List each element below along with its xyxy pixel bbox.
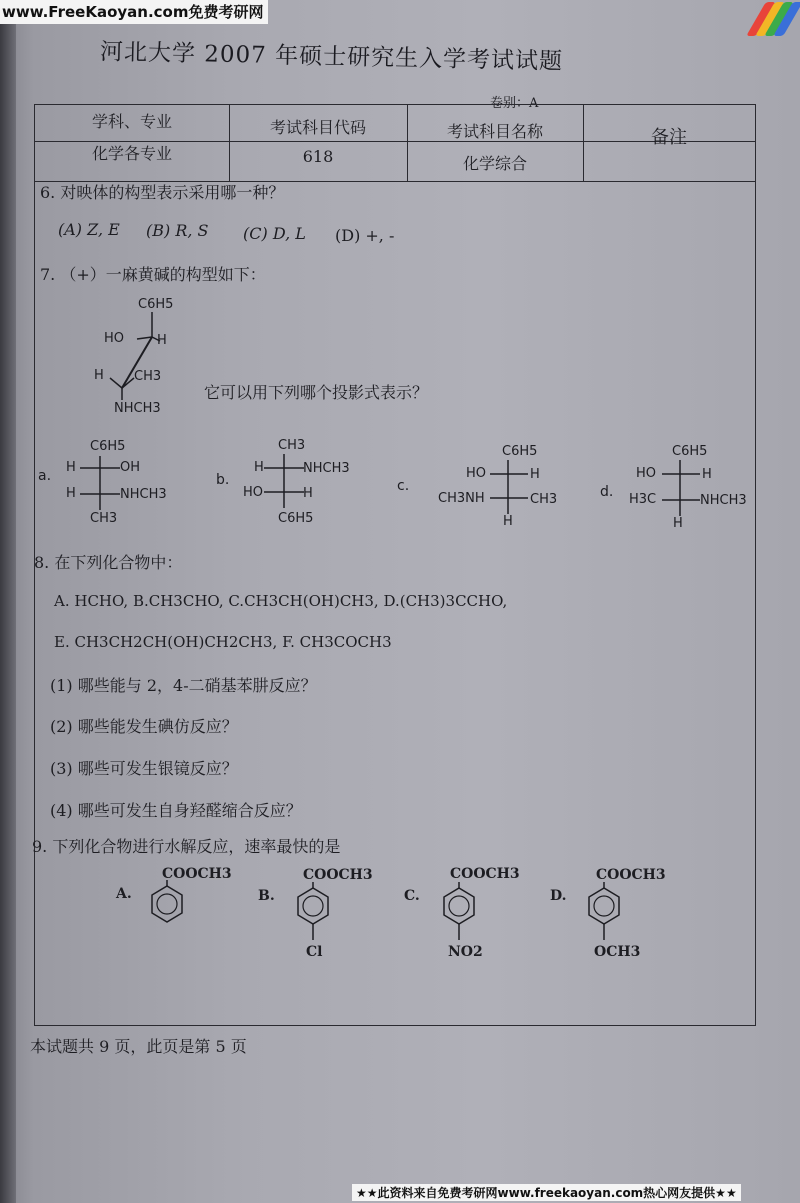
q9-text: 9. 下列化合物进行水解反应，速率最快的是	[32, 837, 341, 856]
q8-compounds-line1: A. HCHO, B.CH3CHO, C.CH3CH(OH)CH3, D.(CH3)3CCHO,	[54, 592, 508, 610]
q8-sub-1: (1) 哪些能与 2，4-二硝基苯肼反应？	[50, 676, 317, 695]
q8-sub-2: (2) 哪些能发生碘仿反应？	[50, 717, 238, 736]
benzene-ring-icon	[587, 882, 627, 944]
q8-sub-3: (3) 哪些可发生银镜反应？	[50, 759, 238, 778]
table-header-subject: 考试科目名称	[446, 122, 543, 141]
benzene-ring-icon	[442, 882, 482, 944]
freekaoyan-logo-icon	[752, 2, 796, 36]
q8-compounds-line2: E. CH3CH2CH(OH)CH2CH3, F. CH3COCH3	[54, 633, 392, 651]
q7-prompt: 它可以用下列哪个投影式表示？	[204, 383, 429, 402]
volume-label: 卷别：A	[490, 96, 539, 111]
q6-option-d: (D) +, -	[335, 226, 395, 245]
q8-sub-4: (4) 哪些可发生自身羟醛缩合反应？	[50, 801, 302, 820]
q7-sawhorse-ch3: CH3	[134, 369, 162, 384]
q7-sawhorse-h1: H	[157, 333, 167, 348]
table-cell-subject: 化学综合	[462, 154, 527, 173]
q6-option-a: (A) Z, E	[58, 220, 120, 239]
table-cell-code: 618	[302, 147, 334, 166]
exam-title: 河北大学 2007 年硕士研究生入学考试试题	[99, 39, 564, 75]
watermark-bottom: ★★此资料来自免费考研网www.freekaoyan.com热心网友提供★★	[352, 1184, 741, 1201]
q7-sawhorse-ho: HO	[104, 331, 125, 346]
benzene-ring-icon	[150, 880, 190, 926]
q6-option-c: (C) D, L	[243, 224, 306, 243]
page-footer: 本试题共 9 页，此页是第 5 页	[30, 1037, 247, 1056]
table-header-code: 考试科目代码	[269, 118, 366, 137]
q7-sawhorse-h2: H	[94, 368, 104, 383]
watermark-top: www.FreeKaoyan.com免费考研网	[0, 0, 268, 24]
q7-text: 7. （+）一麻黄碱的构型如下：	[40, 265, 266, 284]
paper-edge-shadow	[0, 0, 16, 1203]
benzene-ring-icon	[296, 882, 336, 944]
q7-sawhorse-top: C6H5	[138, 297, 174, 312]
q8-text: 8. 在下列化合物中：	[34, 553, 183, 572]
q6-text: 6. 对映体的构型表示采用哪一种？	[40, 183, 285, 202]
q7-sawhorse-bottom: NHCH3	[114, 401, 161, 416]
q6-option-b: (B) R, S	[146, 221, 209, 240]
table-header-remark: 备注	[651, 127, 687, 148]
table-header-major: 学科、专业	[91, 112, 172, 131]
table-cell-major: 化学各专业	[91, 144, 172, 163]
